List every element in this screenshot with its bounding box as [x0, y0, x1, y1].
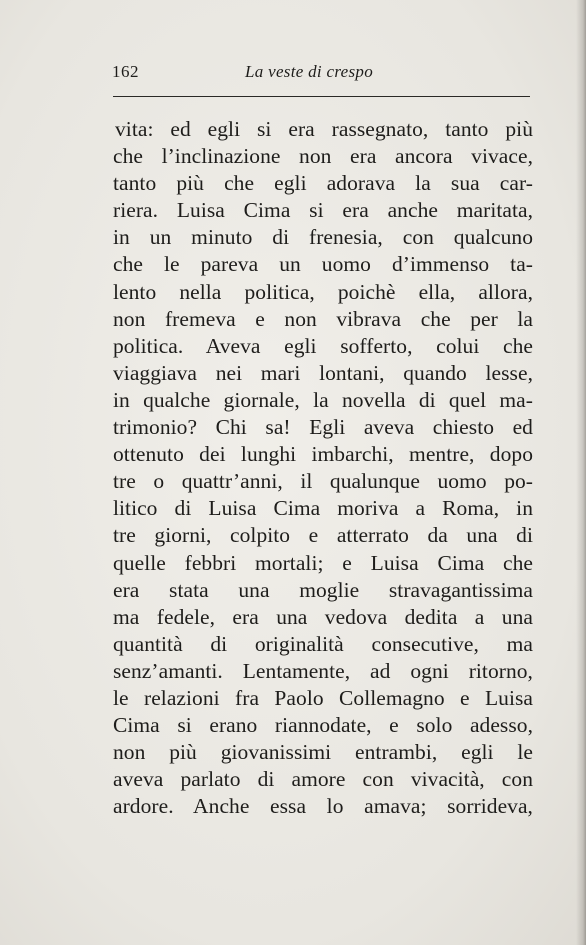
- header-rule: [113, 96, 530, 97]
- running-title: La veste di crespo: [245, 62, 373, 81]
- page-header: [112, 62, 532, 86]
- text-line: aveva parlato di amore con vivacità, con: [113, 767, 533, 792]
- text-line: quantità di originalità consecutive, ma: [113, 631, 533, 656]
- text-line: tre o quattr’anni, il qualunque uomo po-: [113, 469, 533, 494]
- text-line: che l’inclinazione non era ancora vivace,: [113, 144, 533, 169]
- body-text: [113, 116, 533, 820]
- text-line: tre giorni, colpito e atterrato da una di: [113, 523, 533, 548]
- text-line: che le pareva un uomo d’immenso ta-: [113, 252, 533, 277]
- text-line: litico di Luisa Cima moriva a Roma, in: [113, 496, 533, 521]
- text-line: in un minuto di frenesia, con qualcuno: [113, 225, 533, 250]
- text-line: politica. Aveva egli sofferto, colui che: [113, 333, 533, 358]
- text-line: non fremeva e non vibrava che per la: [113, 306, 533, 331]
- text-line: in qualche giornale, la novella di quel ma-: [113, 387, 533, 412]
- text-line: riera. Luisa Cima si era anche maritata,: [113, 198, 533, 223]
- page-edge-shadow: [576, 0, 586, 945]
- text-line: Cima si erano riannodate, e solo adesso,: [113, 713, 533, 738]
- text-line: ardore. Anche essa lo amava; sorrideva,: [113, 794, 533, 819]
- text-line: trimonio? Chi sa! Egli aveva chiesto ed: [113, 415, 533, 440]
- text-line: lento nella politica, poichè ella, allora,: [113, 279, 533, 304]
- text-line: era stata una moglie stravagantissima: [113, 577, 533, 602]
- text-line: le relazioni fra Paolo Collemagno e Luisa: [113, 685, 533, 710]
- text-line: tanto più che egli adorava la sua car-: [113, 171, 533, 196]
- text-line: ottenuto dei lunghi imbarchi, mentre, dopo: [113, 442, 533, 467]
- text-line: vita: ed egli si era rassegnato, tanto più: [115, 117, 533, 141]
- text-line: non più giovanissimi entrambi, egli le: [113, 740, 533, 765]
- text-line: viaggiava nei mari lontani, quando lesse,: [113, 360, 533, 385]
- text-line: quelle febbri mortali; e Luisa Cima che: [113, 550, 533, 575]
- page-number: 162: [112, 62, 139, 81]
- text-line: ma fedele, era una vedova dedita a una: [113, 604, 533, 629]
- text-line: senz’amanti. Lentamente, ad ogni ritorno,: [113, 658, 533, 683]
